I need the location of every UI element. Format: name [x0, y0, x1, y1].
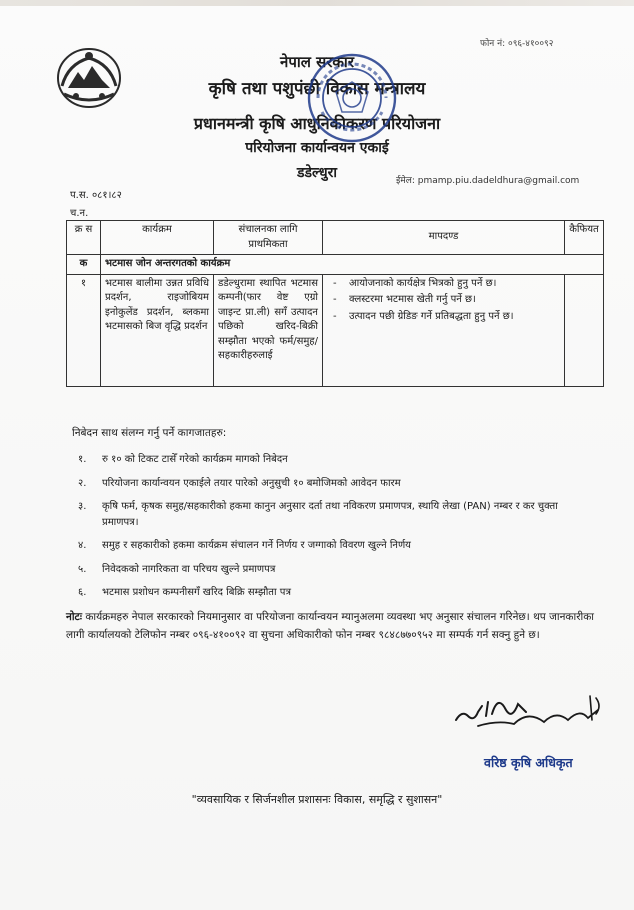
table-row: [67, 274, 604, 386]
row-priority: डडेल्धुरामा स्थापित भटमास कम्पनी(फार वेष्ट एग्रो जाइन्ट प्रा.ली) सगँ उत्पादन पछिको खरिद-बिक्री सम्झौता भएको फर्म/समुह/सहकारीहरुलाई: [214, 274, 323, 386]
district-name: डडेल्धुरा: [297, 165, 337, 181]
list-item-text: समुह र सहकारीको हकमा कार्यक्रम संचालन गर्ने निर्णय र जग्गाको विवरण खुल्ने निर्णय: [102, 540, 411, 551]
list-item-text: कृषि फर्म, कृषक समुह/सहकारीको हकमा कानुन अनुसार दर्ता तथा नविकरण प्रमाणपत्र, स्थायि लेखा (PAN) नम्बर र कर चुक्ता प्रमाणपत्र।: [102, 501, 558, 528]
list-item-number: १.: [78, 454, 87, 465]
motto: "व्यवसायिक र सिर्जनशील प्रशासनः विकास, समृद्धि र सुशासन": [191, 793, 443, 806]
list-item: [78, 562, 578, 578]
list-item-number: २.: [78, 477, 87, 489]
list-item: [78, 585, 578, 601]
list-item-text: निवेदकको नागरिकता वा परिचय खुल्ने प्रमाणपत्र: [102, 563, 276, 575]
list-item: [78, 538, 578, 554]
ministry-name: कृषि तथा पशुपंछी विकास मन्त्रालय: [208, 79, 426, 99]
list-item: [78, 452, 578, 468]
header-criteria: मापदण्ड: [323, 221, 565, 255]
note-text: कार्यक्रमहरु नेपाल सरकारको नियमानुसार वा परियोजना कार्यान्वयन म्यानुअलमा व्यवस्था भए अनुसार संचालन गरिनेछ। थप जानकारीका लागी कार्यालयको टेलिफोन नम्बर ०९६-४१००९२ वा सुचना अधिकारीको फोन नम्बर ९८४८७७०९५२ मा सम्पर्क गर्न सक्नु हुने छ।: [66, 611, 595, 642]
letter-ref-number: प.स. ०८१।८२: [70, 190, 122, 201]
government-name: नेपाल सरकार: [280, 53, 354, 71]
header-sn: क्र स: [67, 221, 101, 255]
office-phone: फोन नं: ०९६-४१००९२: [480, 39, 554, 49]
signatory-title: वरिष्ठ कृषि अधिकृत: [484, 755, 573, 770]
office-email: ईमेल: pmamp.piu.dadeldhura@gmail.com: [396, 176, 580, 186]
program-table: [66, 220, 604, 387]
row-sn: १: [67, 274, 101, 386]
row-criteria: [323, 274, 565, 386]
criteria-item: - उत्पादन पछी ग्रेडिङ गर्ने प्रतिबद्धता हुनु पर्ने छ।: [349, 310, 560, 325]
note-paragraph: [66, 608, 606, 645]
table-section-row: [67, 255, 604, 275]
table-header-row: [67, 221, 604, 255]
header-priority: संचालनका लागि प्राथमिकता: [214, 221, 323, 255]
list-item: [78, 499, 578, 530]
header-program: कार्यक्रम: [101, 221, 214, 255]
list-item-text: परियोजना कार्यान्वयन एकाईले तयार पारेको अनुसुची १० बमोजिमको आवेदन फारम: [102, 477, 401, 489]
note-label: नोटः: [66, 611, 82, 623]
list-item-number: ५.: [78, 563, 87, 575]
section-sn: क: [67, 255, 101, 275]
section-title: भटमास जोन अन्तरगतको कार्यक्रम: [101, 255, 604, 275]
header-remarks: कैफियत: [565, 221, 604, 255]
criteria-item: - आयोजनाको कार्यक्षेत्र भित्रको हुनु पर्ने छ।: [349, 277, 560, 292]
row-remarks: [565, 274, 604, 386]
dispatch-number: च.न.: [70, 208, 89, 219]
unit-name: परियोजना कार्यान्वयन एकाई: [245, 140, 389, 156]
top-edge: [0, 0, 634, 6]
office-seal-stamp: [306, 52, 398, 144]
list-item-text: भटमास प्रशोधन कम्पनीसगँ खरिद बिक्रि सम्झौता पत्र: [102, 587, 291, 598]
documents-title: निबेदन साथ संलग्न गर्नु पर्ने कागजातहरु:: [72, 427, 227, 439]
project-name: प्रधानमन्त्री कृषि आधुनिकीकरण परियोजना: [193, 114, 441, 133]
documents-list: [78, 452, 578, 609]
list-item-text: रु १० को टिकट टासेँ गरेको कार्यक्रम मागको निबेदन: [102, 454, 288, 465]
list-item-number: ६.: [78, 587, 87, 598]
criteria-item: - क्लस्टरमा भटमास खेती गर्नु पर्ने छ।: [349, 293, 560, 308]
list-item-number: ४.: [78, 540, 87, 551]
list-item-number: ३.: [78, 501, 87, 512]
list-item: [78, 476, 578, 492]
handwritten-signature: [448, 680, 608, 730]
row-program: भटमास बालीमा उन्नत प्रविधि प्रदर्शन, राइजोबियम इनोकुलेंड प्रदर्शन, ब्लकमा भटमासको बिज वृद्धि प्रदर्शन: [101, 274, 214, 386]
